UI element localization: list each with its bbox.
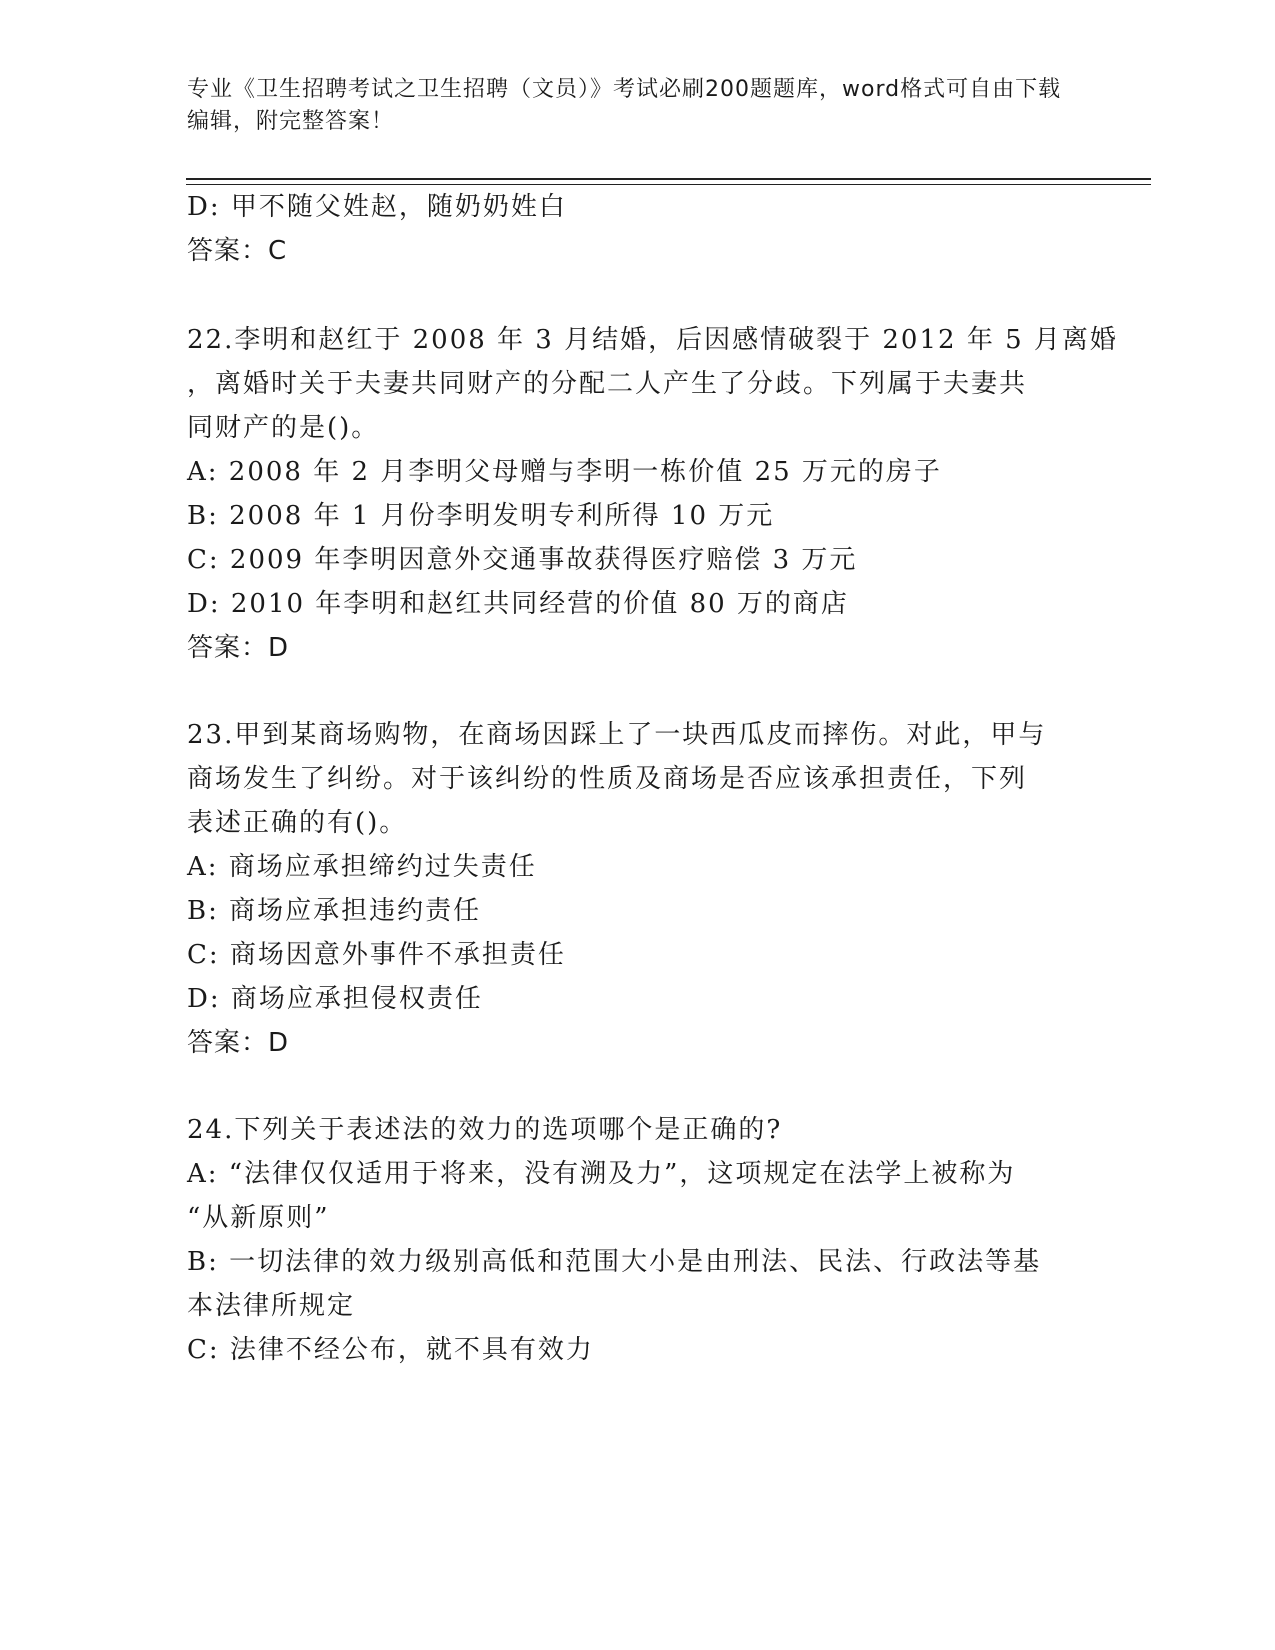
question-22-answer: 答案：D [187,633,290,663]
question-24-option-b: B: 一切法律的效力级别高低和范围大小是由刑法、民法、行政法等基 [187,1247,1042,1277]
question-22-text: ，离婚时关于夫妻共同财产的分配二人产生了分歧。下列属于夫妻共 [187,369,1028,399]
question-22-text: 22.李明和赵红于 2008 年 3 月结婚，后因感情破裂于 2012 年 5 月离婚 [187,325,1118,355]
header-rule-thick [186,178,1151,180]
question-24-option-a: A: “法律仅仅适用于将来，没有溯及力”，这项规定在法学上被称为 [187,1159,1016,1189]
question-23-text: 商场发生了纠纷。对于该纠纷的性质及商场是否应该承担责任，下列 [187,764,1028,794]
answer: 答案：C [187,236,288,266]
question-23-option-c: C: 商场因意外事件不承担责任 [187,940,566,970]
question-24-text: 24.下列关于表述法的效力的选项哪个是正确的? [187,1115,783,1145]
question-22-option-d: D: 2010 年李明和赵红共同经营的价值 80 万的商店 [187,589,849,619]
question-24-option-a: “从新原则” [187,1203,330,1233]
question-23-answer: 答案：D [187,1028,290,1058]
question-23-text: 23.甲到某商场购物，在商场因踩上了一块西瓜皮而摔伤。对此，甲与 [187,720,1047,750]
header-rule-thin [186,184,1151,185]
question-23-option-b: B: 商场应承担违约责任 [187,896,482,926]
question-23-option-d: D: 商场应承担侵权责任 [187,984,483,1014]
question-24-option-b: 本法律所规定 [187,1291,356,1321]
question-22-option-c: C: 2009 年李明因意外交通事故获得医疗赔偿 3 万元 [187,545,858,575]
document-header: 专业《卫生招聘考试之卫生招聘（文员）》考试必刷200题题库，word格式可自由下载编辑，附完整答案！ [187,77,1062,134]
question-24-option-c: C: 法律不经公布，就不具有效力 [187,1335,594,1365]
question-22-text: 同财产的是()。 [187,413,380,443]
question-22-option-a: A: 2008 年 2 月李明父母赠与李明一栋价值 25 万元的房子 [187,457,942,487]
question-23-text: 表述正确的有()。 [187,808,408,838]
question-22-option-b: B: 2008 年 1 月份李明发明专利所得 10 万元 [187,501,775,531]
question-23-option-a: A: 商场应承担缔约过失责任 [187,852,537,882]
option-d: D: 甲不随父姓赵，随奶奶姓白 [187,192,567,222]
